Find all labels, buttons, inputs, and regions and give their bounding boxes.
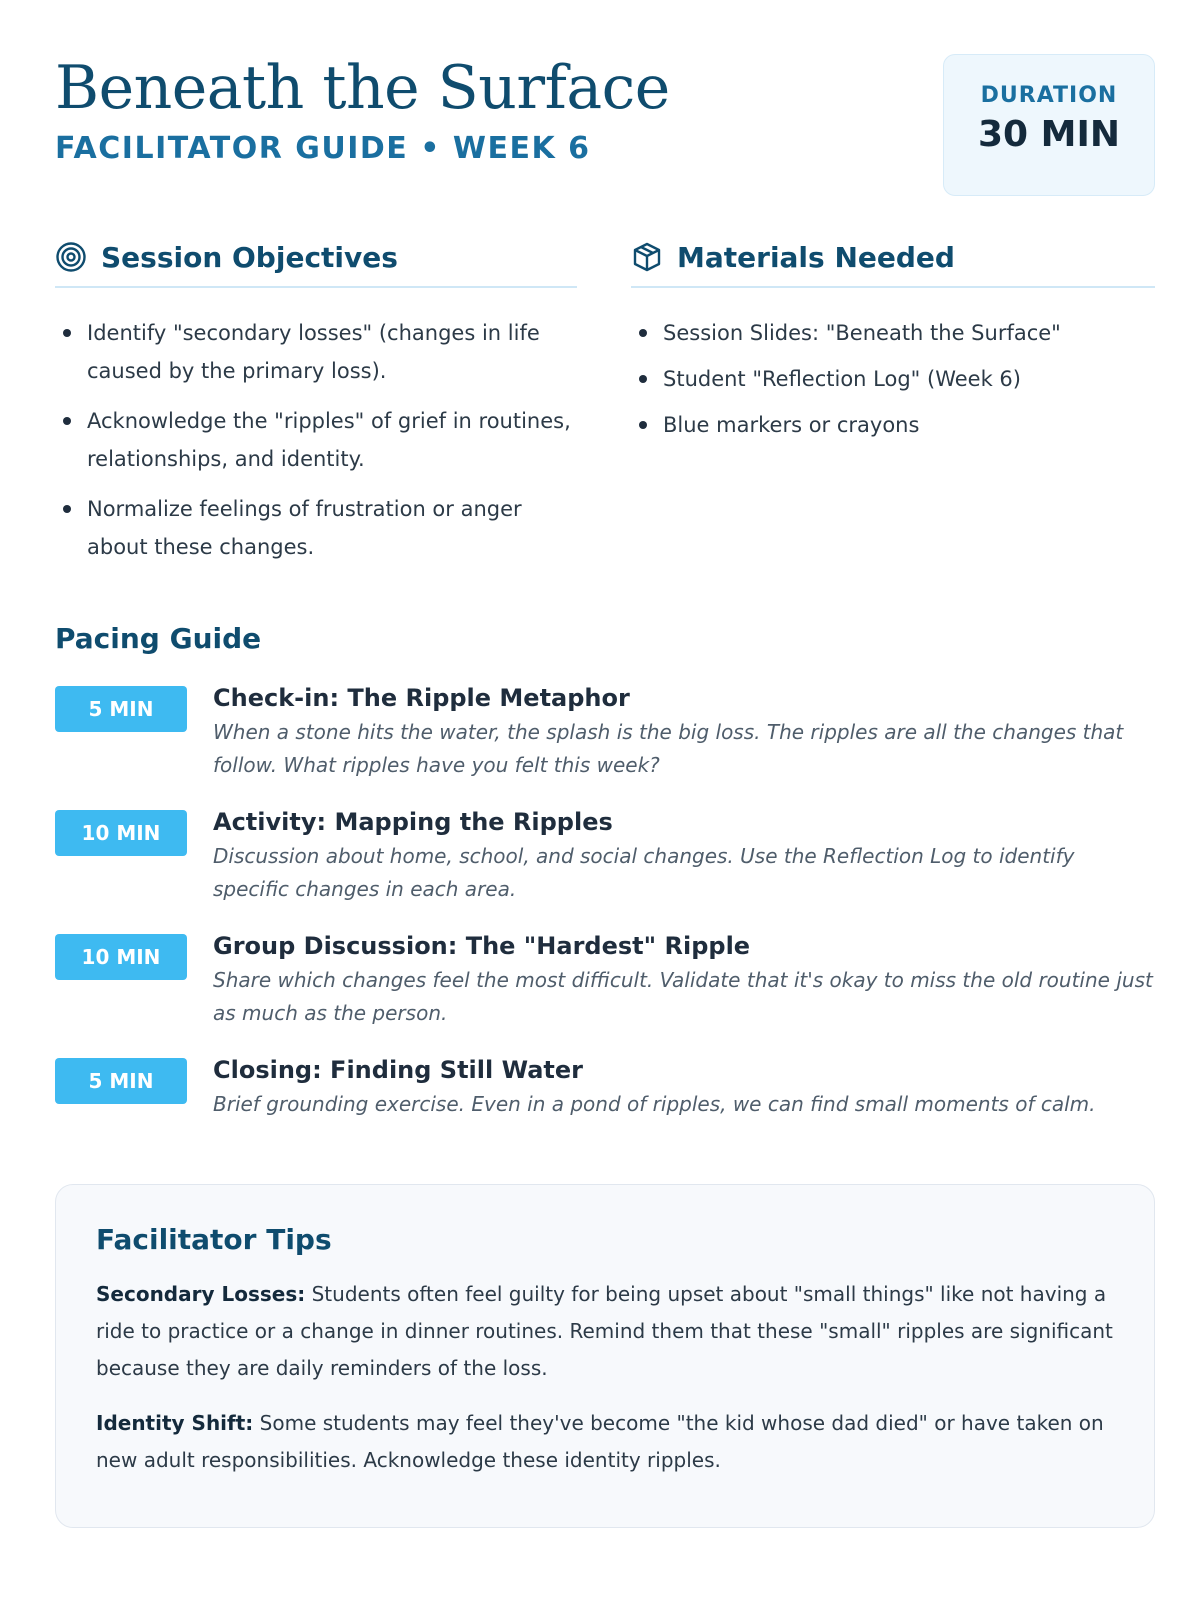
time-badge: 10 MIN [55, 934, 187, 980]
pacing-content [213, 810, 1155, 906]
time-badge: 10 MIN [55, 810, 187, 856]
page-title: Beneath the Surface [55, 53, 670, 123]
pacing-content [213, 1058, 1155, 1121]
pacing-row [55, 1058, 1155, 1182]
page-subtitle: FACILITATOR GUIDE • WEEK 6 [55, 131, 591, 166]
materials-list [631, 314, 1155, 444]
pacing-item-description: When a stone hits the water, the splash is the big loss. The ripples are all the changes that follow. What ripples have you felt this week? [213, 720, 1124, 777]
tip-paragraph [96, 1405, 1114, 1479]
tip-text: Students often feel guilty for being upset about "small things" like not having a ride to practice or a change in dinner routines. Remind them that these "small" ripples are significant because they are daily reminders of the loss. [96, 1282, 1113, 1380]
list-item: Acknowledge the "ripples" of grief in routines, relationships, and identity. [55, 402, 577, 478]
objectives-list [55, 314, 577, 566]
pacing-item-description: Share which changes feel the most difficult. Validate that it's okay to miss the old routine just as much as the person. [213, 968, 1153, 1025]
objectives-section [55, 238, 577, 578]
list-item: Student "Reflection Log" (Week 6) [631, 360, 1155, 398]
tip-label: Identity Shift: [96, 1411, 254, 1435]
pacing-row [55, 810, 1155, 934]
facilitator-tips-card [55, 1184, 1155, 1528]
objectives-title: Session Objectives [101, 240, 398, 274]
pacing-content [213, 686, 1155, 782]
objectives-header [55, 238, 577, 288]
pacing-row [55, 934, 1155, 1058]
facilitator-guide-page [55, 52, 1155, 1472]
materials-title: Materials Needed [677, 240, 955, 274]
pacing-row [55, 686, 1155, 810]
pacing-item-description: Discussion about home, school, and social changes. Use the Reflection Log to identify specific changes in each area. [213, 844, 1075, 901]
time-badge: 5 MIN [55, 686, 187, 732]
list-item: Identify "secondary losses" (changes in life caused by the primary loss). [55, 314, 577, 390]
duration-label: DURATION [980, 83, 1118, 108]
tips-title: Facilitator Tips [96, 1223, 332, 1256]
duration-card [943, 54, 1155, 196]
pacing-item-title: Closing: Finding Still Water [213, 1056, 583, 1084]
pacing-item-title: Check-in: The Ripple Metaphor [213, 684, 630, 712]
overview-columns [55, 238, 1155, 578]
pacing-item-title: Group Discussion: The "Hardest" Ripple [213, 932, 751, 960]
header [55, 52, 1155, 202]
pacing-guide [55, 686, 1155, 1182]
list-item: Blue markers or crayons [631, 406, 1155, 444]
tip-paragraph [96, 1276, 1114, 1387]
list-item: Normalize feelings of frustration or anger about these changes. [55, 490, 577, 566]
target-icon [55, 241, 87, 273]
box-icon [631, 241, 663, 273]
pacing-item-title: Activity: Mapping the Ripples [213, 808, 613, 836]
time-badge: 5 MIN [55, 1058, 187, 1104]
tip-label: Secondary Losses: [96, 1282, 306, 1306]
pacing-title: Pacing Guide [55, 622, 262, 655]
tip-text: Some students may feel they've become "the kid whose dad died" or have taken on new adult responsibilities. Acknowledge these identity ripples. [96, 1411, 1104, 1472]
pacing-item-description: Brief grounding exercise. Even in a pond of ripples, we can find small moments of calm. [213, 1092, 1096, 1116]
materials-header [631, 238, 1155, 288]
materials-section [631, 238, 1155, 452]
list-item: Session Slides: "Beneath the Surface" [631, 314, 1155, 352]
pacing-content [213, 934, 1155, 1030]
duration-value: 30 MIN [978, 114, 1120, 155]
